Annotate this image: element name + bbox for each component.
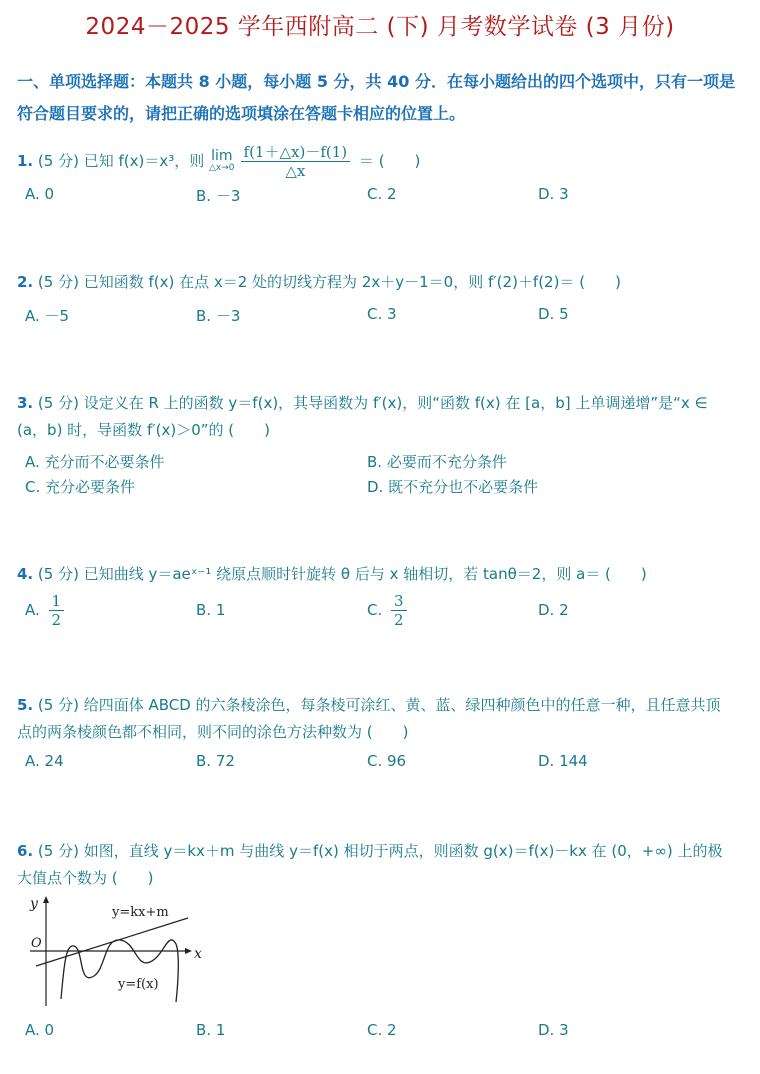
line-label: y=kx+m [112,905,169,920]
option-b: B. 72 [196,752,235,770]
fraction-denominator: 2 [51,611,62,629]
x-axis-label: x [194,946,202,962]
question-6 [17,838,745,892]
x-axis-arrow-icon [185,948,192,954]
function-graph [26,894,216,1009]
question-2 [17,269,745,296]
question-stem-line-1: (5 分) 设定义在 R 上的函数 y＝f(x)，其导函数为 f′(x)，则“函数 f(x) 在 [a，b] 上单调递增”是“x ∈ [37,394,708,412]
question-number: 1. [17,152,34,170]
question-stem-line-1: (5 分) 如图，直线 y＝kx＋m 与曲线 y＝f(x) 相切于两点，则函数 g(x)＝f(x)－kx 在 (0，+∞) 上的极 [37,842,723,860]
option-c: C. 2 [367,1021,397,1039]
question-stem: (5 分) 已知函数 f(x) 在点 x＝2 处的切线方程为 2x＋y－1＝0，则 f′(2)＋f(2)＝ ( ) [37,273,621,291]
limit-symbol [209,147,235,174]
question-1 [17,143,745,180]
option-label: A. [25,601,40,619]
option-d: D. 3 [538,1021,569,1039]
option-a: A. 0 [25,185,55,203]
question-4 [17,561,745,588]
question-number: 3. [17,394,34,412]
y-axis-label: y [30,896,38,912]
option-a: A. －5 [25,307,70,325]
page-title: 2024－2025 学年西附高二 (下) 月考数学试卷 (3 月份) [85,14,675,40]
limit-label: lim [211,147,233,164]
y-axis-arrow-icon [43,896,49,903]
option-b: B. 必要而不充分条件 [367,453,507,471]
question-number: 2. [17,273,34,291]
option-c: C. 3 [367,305,397,323]
question-3 [17,390,745,444]
fraction-denominator: △x [285,162,306,180]
question-stem: (5 分) 已知 f(x)＝x³，则 [37,152,205,170]
fraction [49,592,65,629]
fraction-numerator: 3 [391,592,407,611]
question-stem-line-2: (a，b) 时，导函数 f′(x)＞0”的 ( ) [17,421,271,439]
question-tail: ＝ ( ) [358,152,421,170]
option-b: B. 1 [196,1021,226,1039]
option-d: D. 144 [538,752,588,770]
fraction-denominator: 2 [394,611,404,629]
question-number: 4. [17,565,34,583]
limit-subscript: △x→0 [209,162,235,173]
option-label: C. [367,601,383,619]
option-a: A. 充分而不必要条件 [25,453,165,471]
option-d: D. 既不充分也不必要条件 [367,478,539,496]
question-stem-line-1: (5 分) 给四面体 ABCD 的六条棱涂色，每条棱可涂红、黄、蓝、绿四种颜色中的任意一种，且任意共顶 [37,696,721,714]
option-a [25,592,68,629]
option-a: A. 0 [25,1021,55,1039]
origin-label: O [31,936,42,951]
section-heading: 一、单项选择题：本题共 8 小题，每小题 5 分，共 40 分．在每小题给出的四个选项中，只有一项是符合题目要求的，请把正确的选项填涂在答题卡相应的位置上。 [17,72,735,123]
question-stem: (5 分) 已知曲线 y＝aeˣ⁻¹ 绕原点顺时针旋转 θ 后与 x 轴相切，若 tanθ＝2，则 a＝ ( ) [37,565,647,583]
option-d: D. 2 [538,601,569,619]
question-stem-line-2: 大值点个数为 ( ) [17,869,154,887]
fraction-numerator: f(1＋△x)－f(1) [241,143,351,162]
curve [61,940,178,1002]
fraction [391,592,407,629]
option-d: D. 3 [538,185,569,203]
question-stem-line-2: 点的两条棱颜色都不相同，则不同的涂色方法种数为 ( ) [17,723,409,741]
question-number: 5. [17,696,34,714]
curve-label: y=f(x) [118,977,159,992]
question-5 [17,692,745,746]
option-c: C. 96 [367,752,407,770]
option-b: B. －3 [196,187,241,205]
option-c: C. 2 [367,185,397,203]
fraction-numerator: 1 [49,592,65,611]
question-number: 6. [17,842,34,860]
option-b: B. 1 [196,601,226,619]
fraction [241,143,351,180]
option-b: B. －3 [196,307,241,325]
option-c: C. 充分必要条件 [25,478,136,496]
option-c [367,592,411,629]
option-a: A. 24 [25,752,64,770]
option-d: D. 5 [538,305,569,323]
